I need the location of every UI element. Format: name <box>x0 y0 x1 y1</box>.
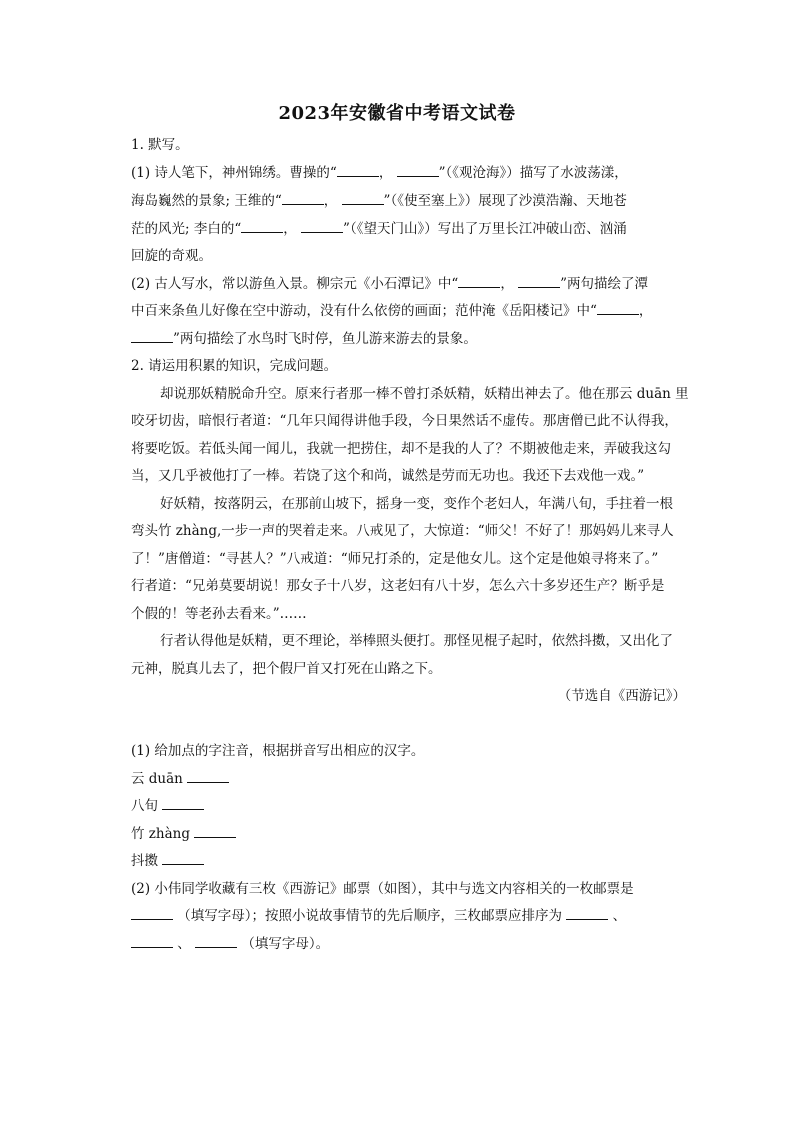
q2-sub2-line1: (2) 小伟同学收藏有三枚《西游记》邮票（如图），其中与选文内容相关的一枚邮票是 <box>131 881 634 897</box>
passage-line: 行者道：“兄弟莫要胡说！那女子十八岁，这老妇有八十岁，怎么六十多岁还生产？断乎是 <box>131 578 665 594</box>
answer-blank[interactable] <box>131 935 173 948</box>
q1-p1-line2: 海岛巍然的景象; 王维的“ ， ”（《使至塞上》）展现了沙漠浩瀚、天地苍 <box>131 193 627 209</box>
q1-p1-line3: 茫的风光; 李白的“ ， ”（《望天门山》）写出了万里长江冲破山峦、汹涌 <box>131 221 627 237</box>
answer-blank[interactable] <box>187 770 229 783</box>
q1-p1-line1: (1) 诗人笔下，神州锦绣。曹操的“ ， ”（《观沧海》）描写了水波荡漾， <box>131 165 628 181</box>
answer-blank[interactable] <box>342 192 384 205</box>
phonetic-item: 八旬 <box>131 797 711 815</box>
passage-line: 元神，脱真儿去了，把个假尸首又打死在山路之下。 <box>131 661 442 677</box>
answer-blank[interactable] <box>241 220 283 233</box>
phonetic-item: 抖擞 <box>131 852 711 870</box>
phonetic-item: 竹 zhàng <box>131 825 711 843</box>
answer-blank[interactable] <box>301 220 343 233</box>
q2-heading: 2. 请运用积累的知识，完成问题。 <box>131 358 338 374</box>
passage-line: 弯头竹 zhàng,一步一声的哭着走来。八戒见了，大惊道：“师父！不好了！那妈妈儿来寻人 <box>131 523 674 539</box>
q1-p2-line3: ”两句描绘了水鸟时飞时停，鱼儿游来游去的景象。 <box>131 330 711 348</box>
answer-blank[interactable] <box>195 935 237 948</box>
passage-line: 了！”唐僧道：“寻甚人？”八戒道：“师兄打杀的，定是他女儿。这个定是他娘寻将来了。” <box>131 551 659 567</box>
answer-blank[interactable] <box>518 275 560 288</box>
answer-blank[interactable] <box>397 164 439 177</box>
answer-blank[interactable] <box>566 907 608 920</box>
answer-blank[interactable] <box>194 825 236 838</box>
passage-line: 个假的！等老孙去看来。”…… <box>131 606 307 622</box>
answer-blank[interactable] <box>131 907 173 920</box>
answer-blank[interactable] <box>282 192 324 205</box>
passage-line: 将要吃饭。若低头闻一闻儿，我就一把捞住，却不是我的人了？不期被他走来，弄破我这勾 <box>131 441 671 457</box>
q1-p2-line1: (2) 古人写水，常以游鱼入景。柳宗元《小石潭记》中“ ， ”两句描绘了潭 <box>131 276 649 292</box>
phonetic-item: 云 duān <box>131 770 711 788</box>
q1-p2-line2: 中百来条鱼儿好像在空中游动，没有什么依傍的画面；范仲淹《岳阳楼记》中“ ， <box>131 303 653 319</box>
passage-line: 咬牙切齿，暗恨行者道：“几年只闻得讲他手段，今日果然话不虚传。那唐僧已此不认得我， <box>131 413 678 429</box>
q2-sub2-line2: （填写字母）；按照小说故事情节的先后顺序，三枚邮票应排序为 、 <box>131 907 711 925</box>
passage-line: 当，又几乎被他打了一棒。若饶了这个和尚，诚然是劳而无功也。我还下去戏他一戏。” <box>131 468 645 484</box>
passage-line: 行者认得他是妖精，更不理论，举棒照头便打。那怪见棍子起时，依然抖擞，又出化了 <box>160 633 673 649</box>
q1-p1-line4: 回旋的奇观。 <box>131 248 212 264</box>
q2-sub1-instruction: (1) 给加点的字注音，根据拼音写出相应的汉字。 <box>131 743 425 759</box>
q2-sub2-line3: 、 （填写字母）。 <box>131 935 711 953</box>
answer-blank[interactable] <box>597 302 639 315</box>
answer-blank[interactable] <box>162 852 204 865</box>
passage-line: 好妖精，按落阴云，在那前山坡下，摇身一变，变作个老妇人，年满八旬，手拄着一根 <box>160 496 673 512</box>
answer-blank[interactable] <box>337 164 379 177</box>
answer-blank[interactable] <box>458 275 500 288</box>
exam-title: 2023年安徽省中考语文试卷 <box>278 103 516 124</box>
answer-blank[interactable] <box>131 330 173 343</box>
answer-blank[interactable] <box>162 797 204 810</box>
passage-line: 却说那妖精脱命升空。原来行者那一棒不曾打杀妖精，妖精出神去了。他在那云 duān 里 <box>160 386 689 402</box>
passage-source: （节选自《西游记》） <box>557 688 686 704</box>
q1-heading: 1. 默写。 <box>131 137 189 153</box>
